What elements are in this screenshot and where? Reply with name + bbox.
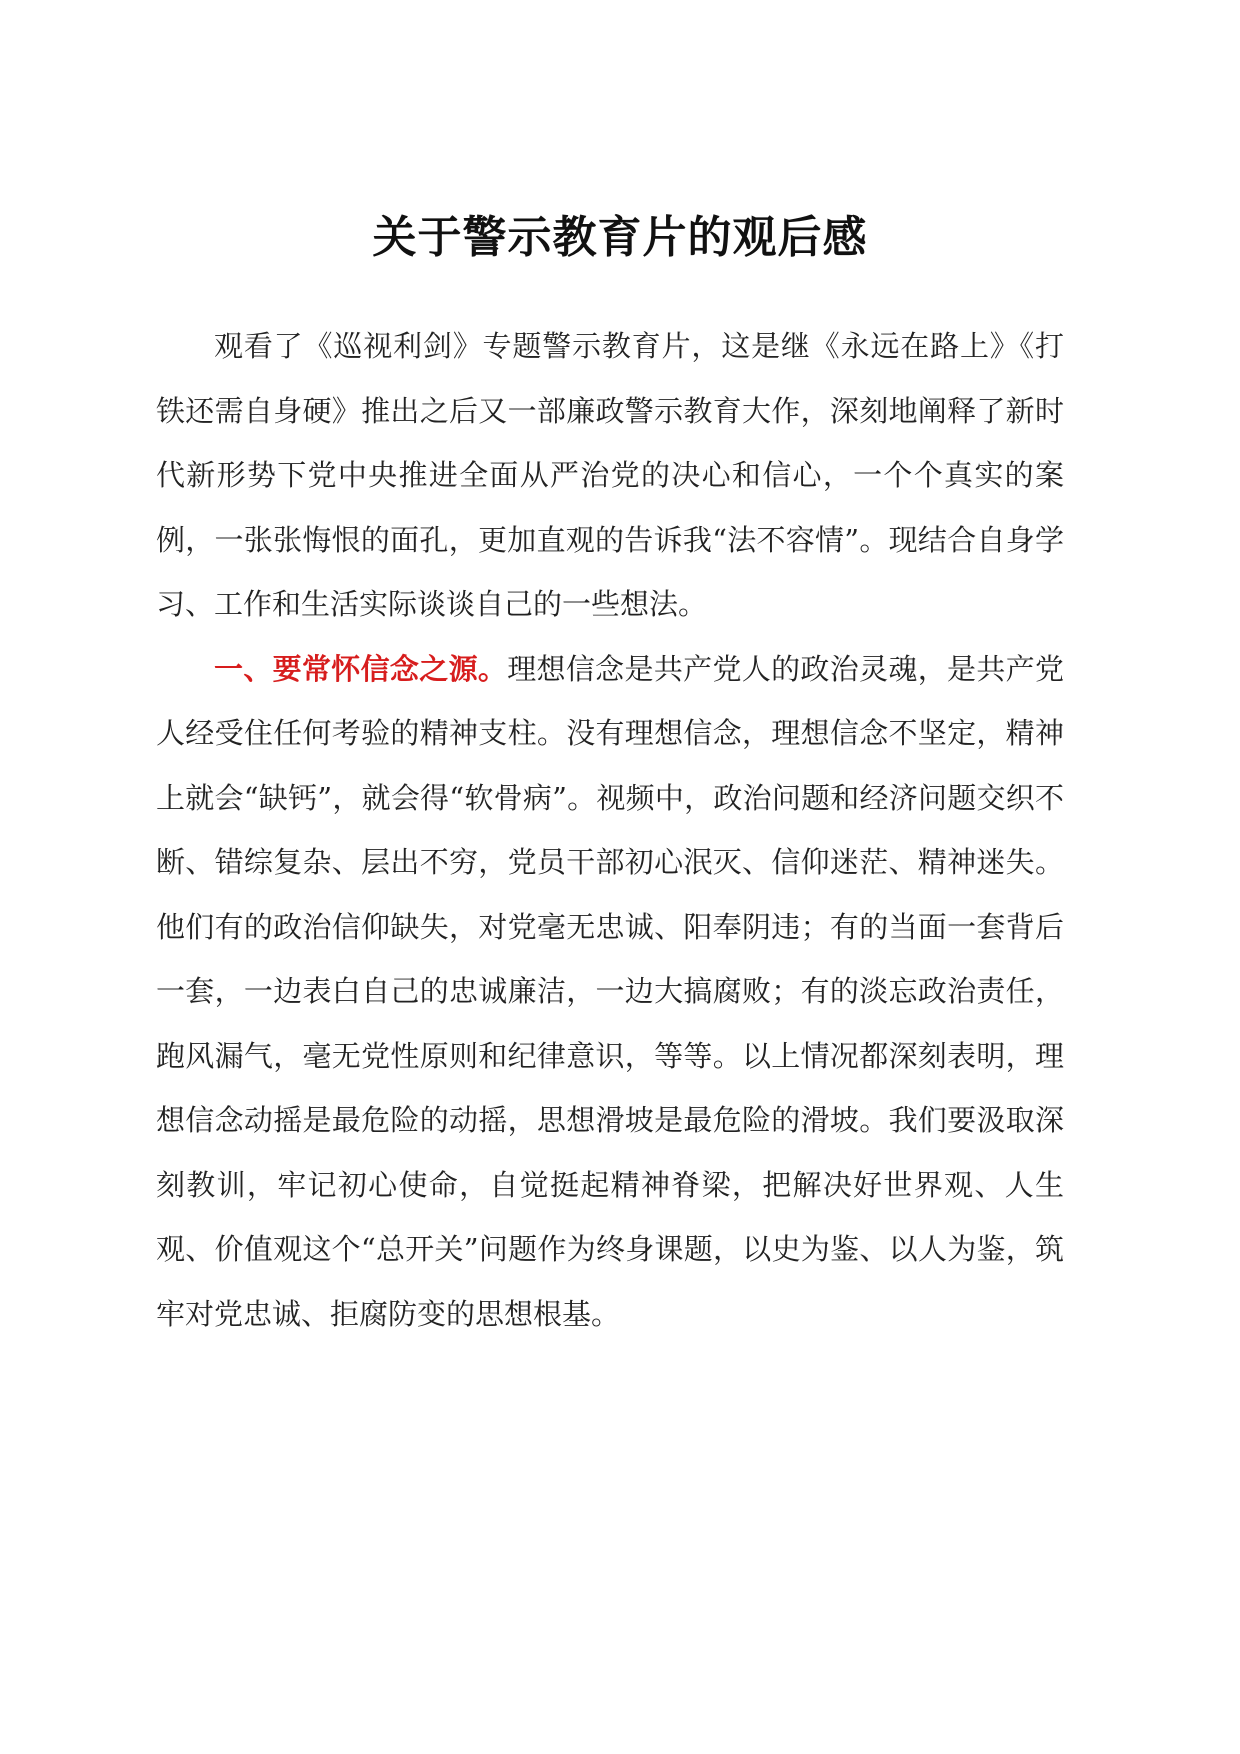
document-title: 关于警示教育片的观后感 — [372, 212, 868, 263]
paragraph-intro-text: 观看了《巡视利剑》专题警示教育片，这是继《永远在路上》《打铁还需自身硬》推出之后又一部廉政警示教育大作，深刻地阐释了新时代新形势下党中央推进全面从严治党的决心和信心，一个个真实的案例，一张张悔恨的面孔，更加直观的告诉我“法不容情”。现结合自身学习、工作和生活实际谈谈自己的一些想法。 — [156, 329, 1064, 621]
paragraph-intro — [156, 314, 1064, 637]
paragraph-section-1 — [156, 637, 1064, 1347]
document-body — [156, 314, 1064, 1346]
section-1-heading: 一、要常怀信念之源。 — [214, 651, 508, 686]
section-1-text: 理想信念是共产党人的政治灵魂，是共产党人经受住任何考验的精神支柱。没有理想信念，理想信念不坚定，精神上就会“缺钙”，就会得“软骨病”。视频中，政治问题和经济问题交织不断、错综复杂、层出不穷，党员干部初心泯灭、信仰迷茫、精神迷失。他们有的政治信仰缺失，对党毫无忠诚、阳奉阴违；有的当面一套背后一套，一边表白自己的忠诚廉洁，一边大搞腐败；有的淡忘政治责任，跑风漏气，毫无党性原则和纪律意识，等等。以上情况都深刻表明，理想信念动摇是最危险的动摇，思想滑坡是最危险的滑坡。我们要汲取深刻教训，牢记初心使命，自觉挺起精神脊梁，把解决好世界观、人生观、价值观这个“总开关”问题作为终身课题，以史为鉴、以人为鉴，筑牢对党忠诚、拒腐防变的思想根基。 — [156, 651, 1064, 1331]
